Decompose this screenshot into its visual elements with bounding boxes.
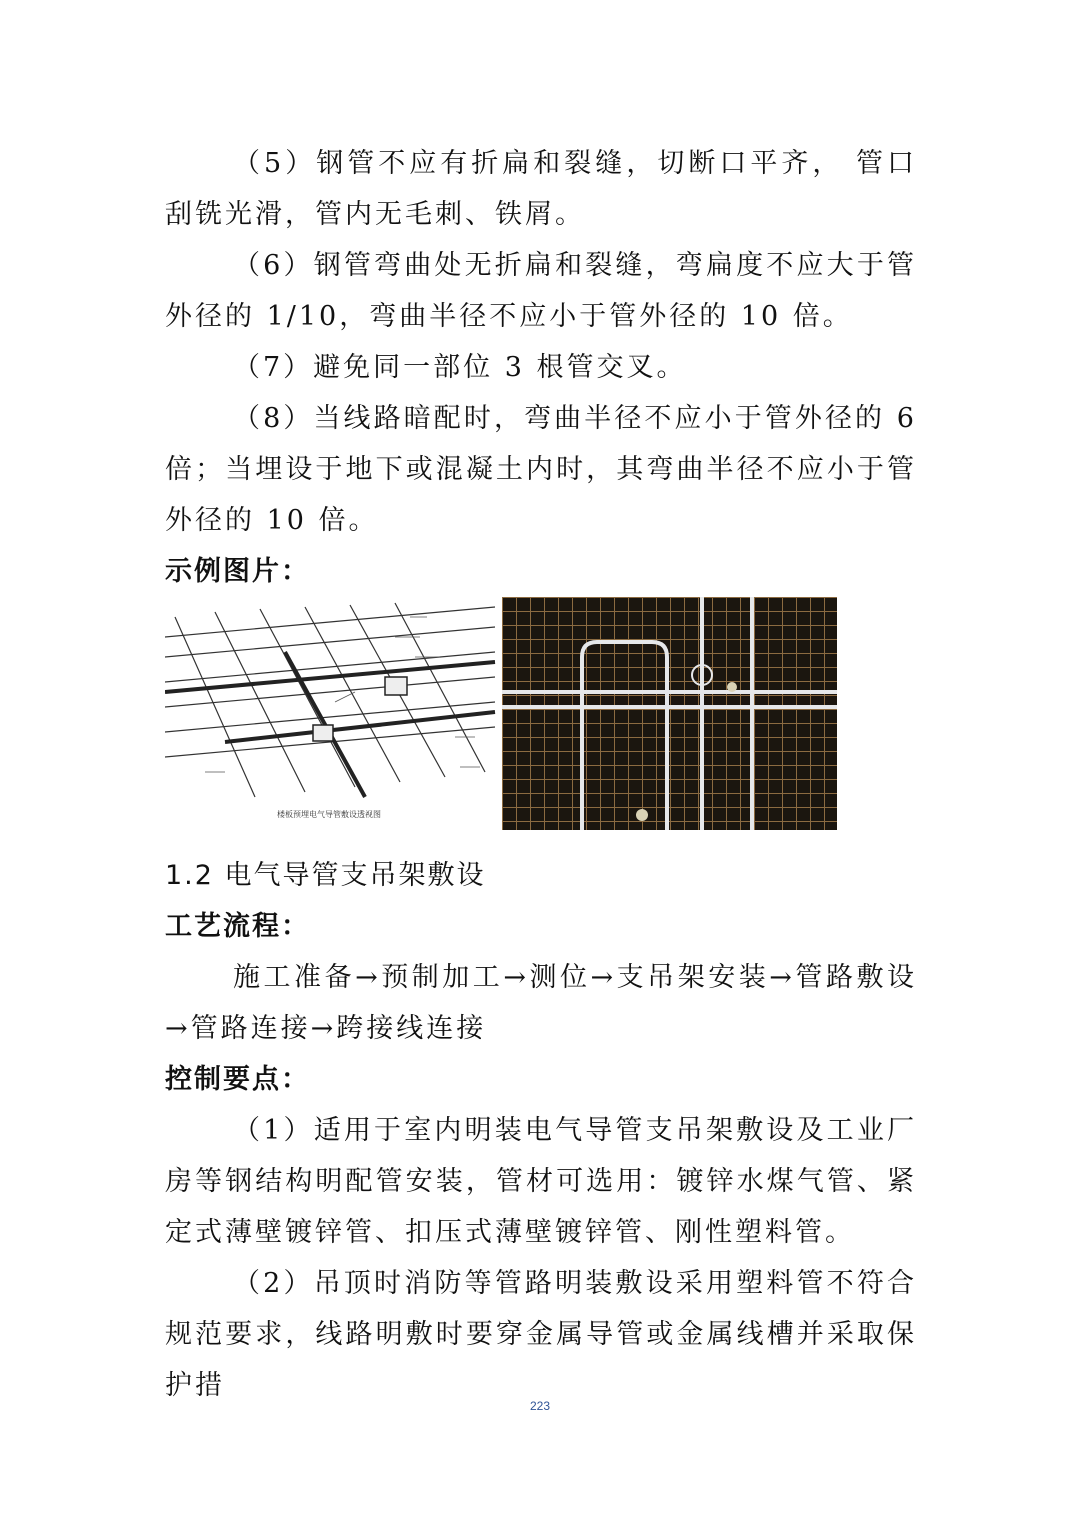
example-figures — [165, 597, 837, 830]
page-number: 223 — [529, 1399, 551, 1413]
paragraph-7: （7）避免同一部位 3 根管交叉。 — [233, 352, 687, 383]
photo-rendering — [502, 597, 837, 830]
process-text: 施工准备→预制加工→测位→支吊架安装→管路敷设→管路连接→跨接线连接 — [165, 962, 917, 1044]
rebar-conduit-photo — [502, 597, 837, 830]
paragraph-8: （8）当线路暗配时，弯曲半径不应小于管外径的 6 倍；当埋设于地下或混凝土内时，其弯曲半径不应小于管外径的 10 倍。 — [165, 403, 917, 536]
lower-text-block — [165, 850, 917, 1411]
upper-text-block — [165, 138, 917, 597]
conduit-perspective-diagram — [165, 597, 497, 830]
section-title: 1.2 电气导管支吊架敷设 — [165, 860, 486, 891]
example-heading: 示例图片： — [165, 556, 310, 587]
control-heading: 控制要点： — [165, 1064, 310, 1095]
control-point-1: （1）适用于室内明装电气导管支吊架敷设及工业厂房等钢结构明配管安装，管材可选用：镀锌水煤气管、紧定式薄壁镀锌管、扣压式薄壁镀锌管、刚性塑料管。 — [165, 1115, 917, 1248]
diagram-drawing — [165, 597, 497, 830]
process-heading: 工艺流程： — [165, 911, 310, 942]
paragraph-5: （5）钢管不应有折扁和裂缝，切断口平齐， 管口刮铣光滑，管内无毛刺、铁屑。 — [165, 148, 917, 230]
paragraph-6: （6）钢管弯曲处无折扁和裂缝，弯扁度不应大于管外径的 1/10，弯曲半径不应小于管外径的 10 倍。 — [165, 250, 917, 332]
control-point-2: （2）吊顶时消防等管路明装敷设采用塑料管不符合规范要求，线路明敷时要穿金属导管或金属线槽并采取保护措 — [165, 1268, 917, 1401]
figure-caption: 楼板预埋电气导管敷设透视图 — [277, 810, 381, 819]
